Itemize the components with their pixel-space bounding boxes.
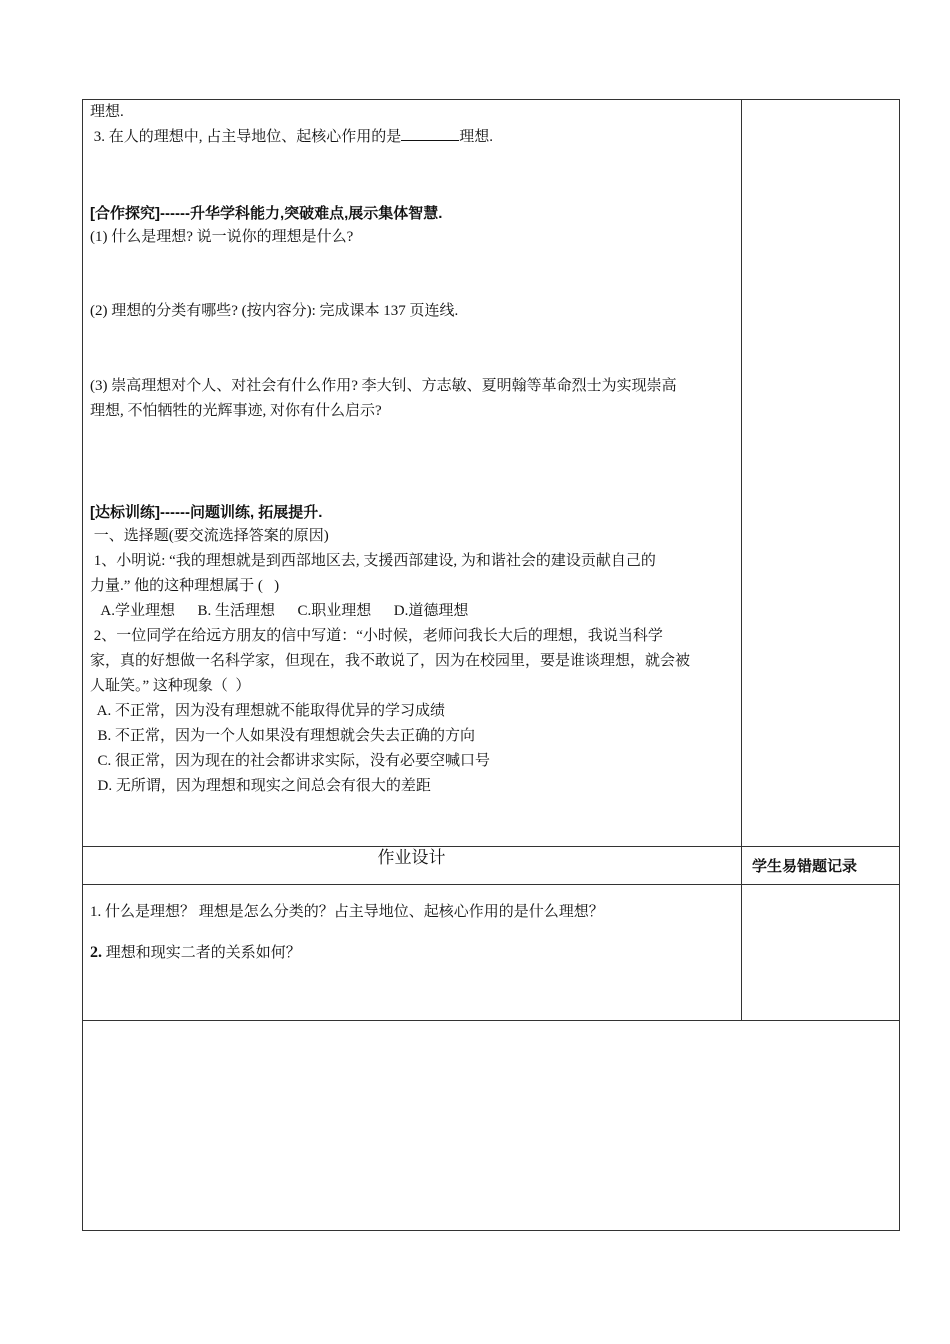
question-3-text: 3. 在人的理想中, 占主导地位、起核心作用的是 <box>90 129 402 145</box>
homework-question-2-text: 理想和现实二者的关系如何？ <box>102 945 301 961</box>
inquiry-question-1: (1) 什么是理想? 说一说你的理想是什么? <box>90 229 354 245</box>
answer-blank[interactable] <box>401 126 459 141</box>
homework-question-2 <box>90 940 301 966</box>
section-multiple-choice: 一、选择题(要交流选择答案的原因) <box>90 528 329 544</box>
homework-question-1: 1. 什么是理想？ 理想是怎么分类的？占主导地位、起核心作用的是什么理想？ <box>90 904 604 920</box>
column-divider <box>741 99 742 1021</box>
mc-question-1-options: A.学业理想 B. 生活理想 C.职业理想 D.道德理想 <box>90 603 469 619</box>
training-heading: [达标训练]------问题训练, 拓展提升. <box>90 504 323 521</box>
inquiry-question-3-line1: (3) 崇高理想对个人、对社会有什么作用? 李大钊、方志敏、夏明翰等革命烈士为实现崇高 <box>90 378 677 394</box>
cooperative-inquiry-heading: [合作探究]------升华学科能力,突破难点,展示集体智慧. <box>90 205 443 222</box>
homework-question-2-number: 2. <box>90 944 102 961</box>
inquiry-question-2: (2) 理想的分类有哪些? (按内容分): 完成课本 137 页连线. <box>90 303 459 319</box>
mc-question-1-line1: 1、小明说: “我的理想就是到西部地区去, 支援西部建设, 为和谐社会的建设贡献自己的 <box>90 553 656 569</box>
mc-question-2-line1: 2、一位同学在给远方朋友的信中写道：“小时候，老师问我长大后的理想，我说当科学 <box>90 628 663 644</box>
mc-question-2-option-a: A. 不正常，因为没有理想就不能取得优异的学习成绩 <box>90 703 446 719</box>
row-divider-homework-body <box>82 884 900 885</box>
prev-line-text: 理想. <box>90 104 124 120</box>
mc-question-2-option-c: C. 很正常，因为现在的社会都讲求实际，没有必要空喊口号 <box>90 753 491 769</box>
homework-title: 作业设计 <box>377 848 446 867</box>
question-3-suffix: 理想. <box>459 129 494 145</box>
mc-question-2-option-b: B. 不正常，因为一个人如果没有理想就会失去正确的方向 <box>90 728 476 744</box>
inquiry-question-3-line2: 理想, 不怕牺牲的光辉事迹, 对你有什么启示? <box>90 403 382 419</box>
mc-question-2-line3: 人耻笑。” 这种现象（ ） <box>90 678 251 694</box>
mc-question-2-option-d: D. 无所谓，因为理想和现实之间总会有很大的差距 <box>90 778 431 794</box>
error-record-title: 学生易错题记录 <box>752 858 858 875</box>
question-3 <box>90 125 493 150</box>
mc-question-1-line2: 力量.” 他的这种理想属于 ( ) <box>90 578 280 594</box>
mc-question-2-line2: 家，真的好想做一名科学家，但现在，我不敢说了，因为在校园里，要是谁谈理想，就会被 <box>90 653 691 669</box>
notes-area[interactable] <box>83 1021 899 1230</box>
